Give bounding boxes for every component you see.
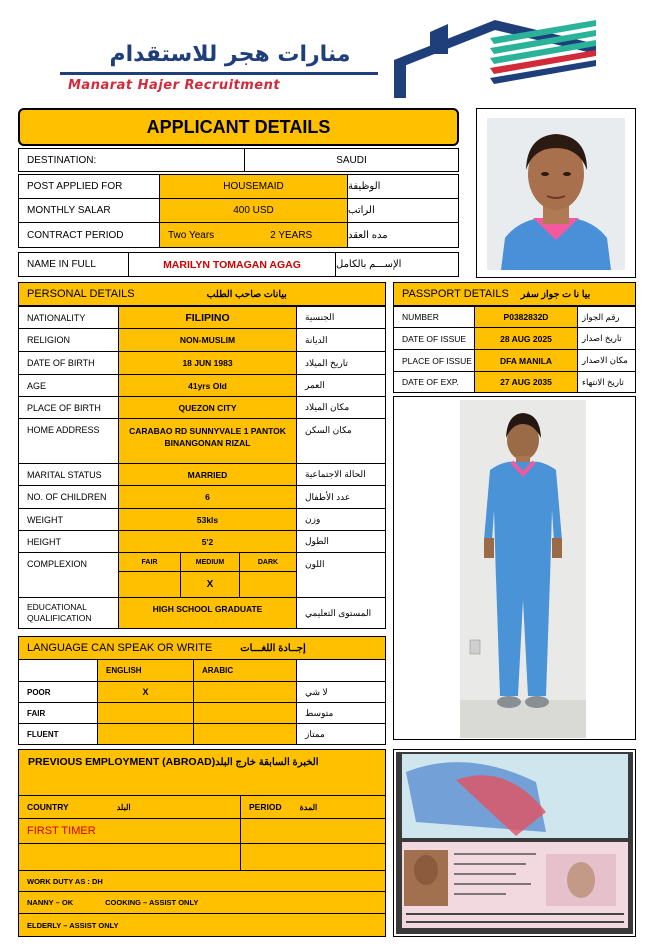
- country-label-ar: البلد: [116, 802, 131, 812]
- marital-arabic: الحالة الاجتماعية: [296, 463, 386, 486]
- logo-arabic-name: منارات هجر للاستقدام: [109, 42, 351, 67]
- post-value: HOUSEMAID: [159, 174, 348, 199]
- period-label: PERIOD: [249, 802, 282, 812]
- name-arabic: الإســـم بالكامل: [335, 252, 459, 277]
- height-value: 5'2: [118, 530, 297, 553]
- page-title-text: APPLICANT DETAILS: [146, 116, 331, 137]
- employment-empty-country: [18, 843, 241, 871]
- destination-label: DESTINATION:: [18, 148, 245, 172]
- passport-details-title: PASSPORT DETAILS: [402, 288, 509, 300]
- passport-details-title-ar: بيا نا ت جواز سفر: [520, 288, 591, 300]
- age-label: AGE: [18, 374, 119, 397]
- children-value: 6: [118, 485, 297, 509]
- education-label: EDUCATIONAL QUALIFICATION: [18, 597, 119, 629]
- marital-label: MARITAL STATUS: [18, 463, 119, 486]
- language-fluent-ar: ممتاز: [296, 723, 386, 745]
- height-label: HEIGHT: [18, 530, 119, 553]
- language-poor-english: X: [97, 681, 194, 703]
- religion-value: NON-MUSLIM: [118, 328, 297, 352]
- personal-details-title: PERSONAL DETAILS: [27, 288, 135, 300]
- employment-title-ar: الخبرة السابقة خارج البلد: [215, 757, 319, 768]
- language-fair-label: FAIR: [18, 702, 98, 724]
- expiry-date-label: DATE OF EXP.: [393, 371, 475, 393]
- language-fluent-english: [97, 723, 194, 745]
- age-value: 41yrs Old: [118, 374, 297, 397]
- language-corner: [18, 659, 98, 682]
- issue-place-arabic: مكان الاصدار: [577, 349, 636, 372]
- country-label: COUNTRY: [27, 802, 69, 812]
- dob-value: 18 JUN 1983: [118, 351, 297, 375]
- personal-details-title-ar: بيانات صاحب الطلب: [206, 288, 287, 300]
- complexion-dark: DARK: [239, 552, 297, 572]
- logo-english-name: Manarat Hajer Recruitment: [68, 78, 281, 93]
- language-poor-arabic: [193, 681, 297, 703]
- post-arabic: الوظيفة: [347, 174, 459, 199]
- language-poor-ar: لا شي: [296, 681, 386, 703]
- birthplace-arabic: مكان الميلاد: [296, 396, 386, 419]
- name-label: NAME IN FULL: [18, 252, 129, 277]
- birthplace-value: QUEZON CITY: [118, 396, 297, 419]
- dob-arabic: تاريخ الميلاد: [296, 351, 386, 375]
- full-body-photo: [460, 400, 586, 738]
- employment-country-header: [18, 795, 241, 819]
- height-arabic: الطول: [296, 530, 386, 553]
- contract-arabic: مده العقد: [347, 222, 459, 248]
- issue-date-label: DATE OF ISSUE: [393, 327, 475, 350]
- language-title-ar: إجــادة اللغـــات: [240, 642, 306, 654]
- contract-value-years: 2 YEARS: [270, 229, 313, 241]
- expiry-date-value: 27 AUG 2035: [474, 371, 578, 393]
- complexion-fair-mark: [118, 571, 181, 598]
- education-arabic: المستوى التعليمي: [296, 597, 386, 629]
- weight-value: 53kls: [118, 508, 297, 531]
- logo-underline: [60, 72, 378, 75]
- employment-period-header: [240, 795, 386, 819]
- first-timer-cell: FIRST TIMER: [18, 818, 241, 844]
- nationality-value: FILIPINO: [118, 306, 297, 329]
- language-header: [18, 636, 386, 660]
- passport-number-label: NUMBER: [393, 306, 475, 328]
- employment-header: [28, 756, 319, 768]
- employment-title: PREVIOUS EMPLOYMENT (ABROAD): [28, 756, 216, 768]
- nanny-duty: NANNY – OK: [27, 898, 74, 907]
- children-label: NO. OF CHILDREN: [18, 485, 119, 509]
- salary-label: MONTHLY SALAR: [18, 198, 160, 223]
- issue-date-arabic: تاريخ اصدار: [577, 327, 636, 350]
- issue-date-value: 28 AUG 2025: [474, 327, 578, 350]
- weight-label: WEIGHT: [18, 508, 119, 531]
- complexion-dark-mark: [239, 571, 297, 598]
- company-logo: [60, 14, 600, 100]
- address-arabic: مكان السكن: [296, 418, 386, 464]
- language-fluent-label: FLUENT: [18, 723, 98, 745]
- language-col-blank: [296, 659, 386, 682]
- nationality-arabic: الجنسية: [296, 306, 386, 329]
- language-title: LANGUAGE CAN SPEAK OR WRITE: [27, 642, 213, 654]
- nationality-label: NATIONALITY: [18, 306, 119, 329]
- issue-place-label: PLACE OF ISSUE: [393, 349, 475, 372]
- period-label-ar: المدة: [299, 802, 318, 812]
- language-col-arabic: ARABIC: [193, 659, 297, 682]
- headshot-photo: [487, 118, 625, 270]
- contract-label: CONTRACT PERIOD: [18, 222, 160, 248]
- language-fair-english: [97, 702, 194, 724]
- destination-value: SAUDI: [244, 148, 459, 172]
- language-fair-arabic: [193, 702, 297, 724]
- expiry-date-arabic: تاريخ الانتهاء: [577, 371, 636, 393]
- passport-number-arabic: رقم الجواز: [577, 306, 636, 328]
- name-value: MARILYN TOMAGAN AGAG: [128, 252, 336, 277]
- age-arabic: العمر: [296, 374, 386, 397]
- language-col-english: ENGLISH: [97, 659, 194, 682]
- complexion-label: COMPLEXION: [18, 552, 119, 598]
- complexion-medium: MEDIUM: [180, 552, 240, 572]
- employment-empty-period: [240, 843, 386, 871]
- birthplace-label: PLACE OF BIRTH: [18, 396, 119, 419]
- complexion-arabic: اللون: [296, 552, 386, 598]
- religion-arabic: الديانة: [296, 328, 386, 352]
- weight-arabic: وزن: [296, 508, 386, 531]
- children-arabic: عدد الأطفال: [296, 485, 386, 509]
- duty-details: [18, 891, 386, 914]
- passport-number-value: P0382832D: [474, 306, 578, 328]
- salary-value: 400 USD: [159, 198, 348, 223]
- contract-value-box: [159, 222, 348, 248]
- personal-details-header: [18, 282, 386, 306]
- contract-value-words: Two Years: [168, 229, 215, 241]
- passport-scan-image: [396, 752, 633, 934]
- issue-place-value: DFA MANILA: [474, 349, 578, 372]
- passport-scan-frame: [393, 749, 636, 937]
- marital-value: MARRIED: [118, 463, 297, 486]
- complexion-medium-mark: X: [180, 571, 240, 598]
- salary-arabic: الراتب: [347, 198, 459, 223]
- full-body-frame: [393, 396, 636, 740]
- post-label: POST APPLIED FOR: [18, 174, 160, 199]
- page-title: [18, 108, 459, 146]
- complexion-fair: FAIR: [118, 552, 181, 572]
- language-fluent-arabic: [193, 723, 297, 745]
- language-poor-label: POOR: [18, 681, 98, 703]
- headshot-frame: [476, 108, 636, 278]
- language-fair-ar: متوسط: [296, 702, 386, 724]
- address-value: CARABAO RD SUNNYVALE 1 PANTOK BINANGONAN RIZAL: [118, 418, 297, 464]
- education-value: HIGH SCHOOL GRADUATE: [118, 597, 297, 629]
- first-timer-period: [240, 818, 386, 844]
- religion-label: RELIGION: [18, 328, 119, 352]
- cooking-duty: COOKING – ASSIST ONLY: [105, 898, 199, 907]
- passport-details-header: [393, 282, 636, 306]
- logo-house-icon: [390, 14, 600, 100]
- address-label: HOME ADDRESS: [18, 418, 119, 464]
- dob-label: DATE OF BIRTH: [18, 351, 119, 375]
- work-duty: WORK DUTY AS : DH: [18, 870, 386, 892]
- elderly-duty: ELDERLY – ASSIST ONLY: [18, 913, 386, 937]
